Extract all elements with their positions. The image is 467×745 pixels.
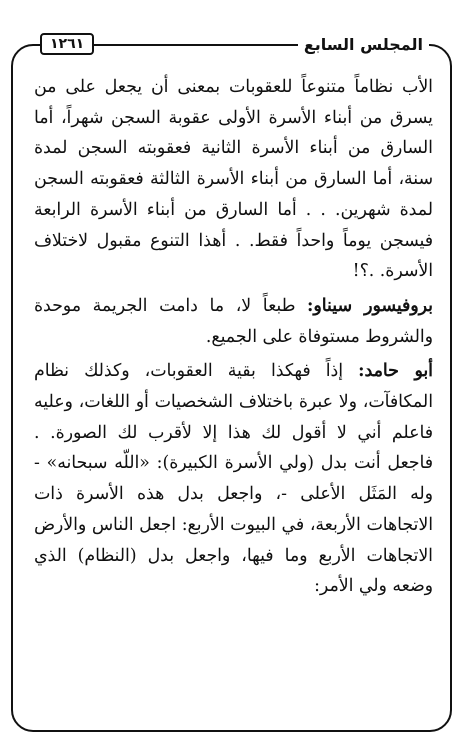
paragraph-text: إذاً فهكذا بقية العقوبات، وكذلك نظام المكافآت، ولا عبرة باختلاف الشخصيات أو اللغات، وعليه فاعلم أني لا أقول لك هذا إلا لأقرب لك الصورة. . فاجعل أنت بدل (ولي الأسرة الكبيرة): «اللّه سبحانه» - وله المَثَل الأعلى -، واجعل بدل هذه الأسرة ذات الاتجاهات الأربعة، في البيوت الأربع: اجعل الناس والأرض الاتجاهات الأربع وما فيها، واجعل بدل (النظام) الذي وضعه ولي الأمر:: [34, 361, 433, 597]
page-header: [40, 10, 429, 54]
paragraph-text: طبعاً لا، ما دامت الجريمة موحدة والشروط مستوفاة على الجميع.: [34, 295, 433, 347]
page-body: [34, 72, 433, 602]
paragraph: [34, 356, 433, 602]
chapter-title: المجلس السابع: [298, 35, 429, 54]
paragraph: [34, 291, 433, 352]
paragraph: [34, 72, 433, 287]
page-number: ١٢٦١: [40, 33, 94, 55]
speaker-name: أبو حامد:: [358, 361, 433, 382]
speaker-name: بروفيسور سيناو:: [307, 295, 433, 316]
paragraph-text: الأب نظاماً متنوعاً للعقوبات بمعنى أن يجعل على من يسرق من أبناء الأسرة الأولى عقوبة السجن شهراً، أما السارق من أبناء الأسرة الثانية فعقوبته السجن لمدة سنة، أما السارق من أبناء الأسرة الثالثة فعقوبته السجن لمدة شهرين. . . أما السارق من أبناء الأسرة الرابعة فيسجن يوماً واحداً فقط. . أهذا التنوع مقبول لاختلاف الأسرة. .؟!: [34, 77, 433, 282]
